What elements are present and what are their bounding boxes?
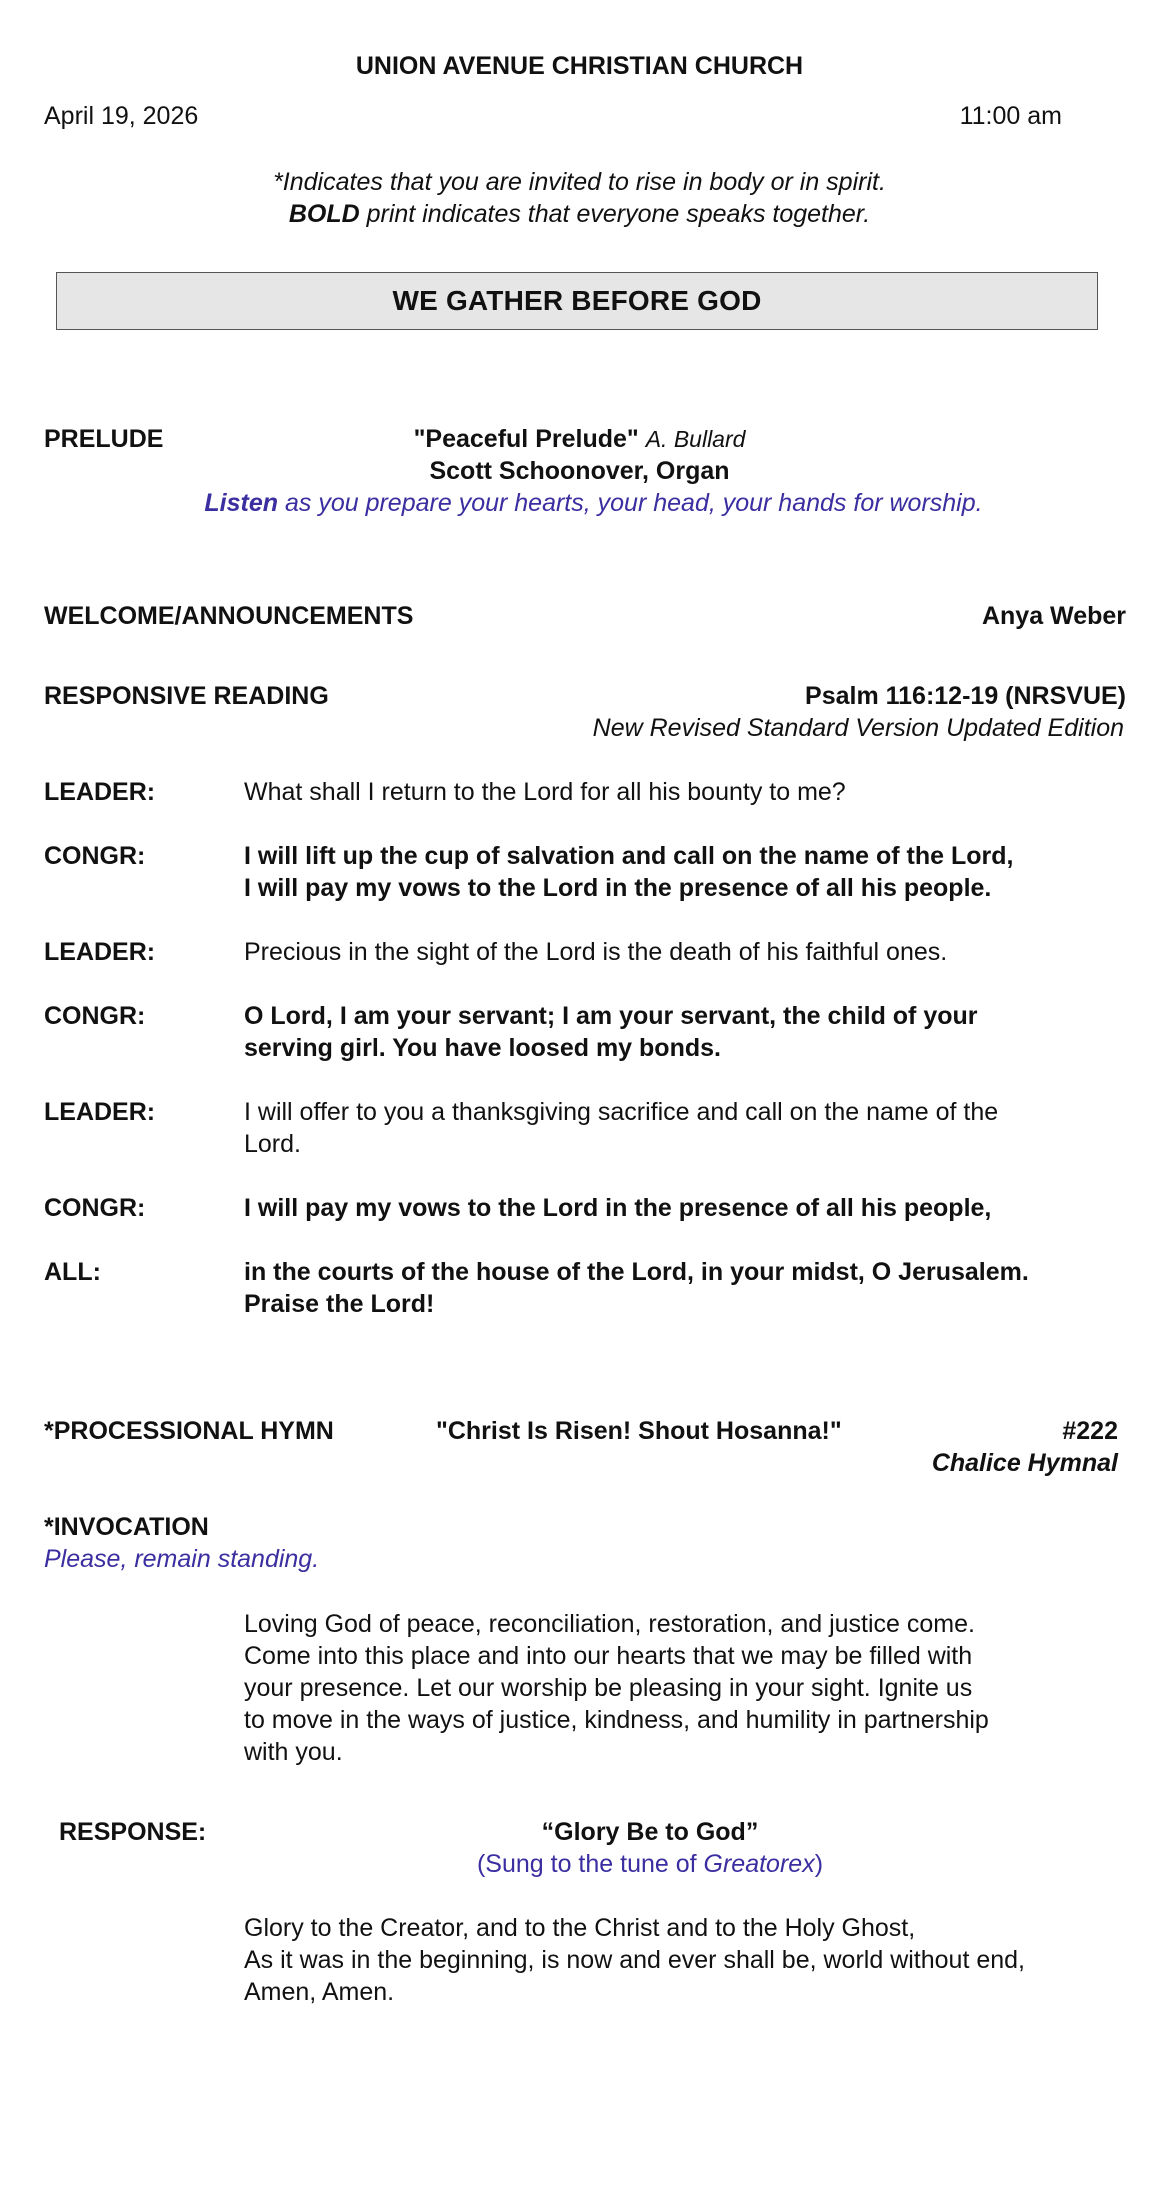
welcome-label: WELCOME/ANNOUNCEMENTS: [44, 602, 414, 630]
responsive-reading-label: RESPONSIVE READING: [44, 682, 329, 710]
prelude-label: PRELUDE: [44, 425, 164, 453]
note-line-2: [0, 198, 1159, 230]
prelude-title: "Peaceful Prelude": [413, 425, 639, 453]
prelude-performer: Scott Schoonover, Organ: [429, 457, 730, 485]
prayer-line: Come into this place and into our hearts that we may be filled with: [244, 1642, 973, 1670]
response-title: “Glory Be to God”: [541, 1818, 759, 1846]
prayer-line: your presence. Let our worship be pleasing in your sight. Ignite us: [244, 1674, 973, 1702]
prayer-line: with you.: [244, 1738, 343, 1766]
responsive-reading-version: New Revised Standard Version Updated Edition: [592, 714, 1124, 742]
reading-speaker: CONGR:: [44, 1002, 146, 1030]
reading-speaker: CONGR:: [44, 1194, 146, 1222]
response-label: RESPONSE:: [59, 1818, 207, 1846]
reading-speaker: ALL:: [44, 1258, 101, 1286]
reading-text: [244, 776, 846, 808]
prelude-instruction-rest: as you prepare your hearts, your head, your hands for worship.: [278, 489, 983, 517]
reading-text: [244, 1000, 978, 1064]
processional-title: "Christ Is Risen! Shout Hosanna!": [436, 1417, 842, 1445]
reading-text-line: in the courts of the house of the Lord, in your midst, O Jerusalem.: [244, 1258, 1029, 1286]
service-date: April 19, 2026: [44, 102, 199, 130]
response-tune-suffix: ): [814, 1850, 824, 1878]
note-line-2-rest: print indicates that everyone speaks together.: [359, 200, 871, 228]
reading-text-line: I will pay my vows to the Lord in the presence of all his people.: [244, 874, 992, 902]
responsive-reading-reference: Psalm 116:12-19 (NRSVUE): [805, 682, 1126, 710]
response-tune-prefix: (Sung to the tune of: [476, 1850, 704, 1878]
reading-text-line: What shall I return to the Lord for all his bounty to me?: [244, 778, 846, 806]
response-line: As it was in the beginning, is now and ever shall be, world without end,: [244, 1946, 1026, 1974]
response-line: Amen, Amen.: [244, 1978, 395, 2006]
processional-hymnal: Chalice Hymnal: [931, 1449, 1118, 1477]
invocation-label: *INVOCATION: [44, 1513, 209, 1541]
reading-text: [244, 1192, 991, 1224]
reading-speaker: LEADER:: [44, 938, 156, 966]
prayer-line: Loving God of peace, reconciliation, restoration, and justice come.: [244, 1610, 975, 1638]
response-text: [244, 1912, 1025, 2008]
reading-text-line: Precious in the sight of the Lord is the death of his faithful ones.: [244, 938, 948, 966]
reading-text: [244, 840, 1014, 904]
processional-number: #222: [1062, 1417, 1118, 1445]
reading-text: [244, 936, 947, 968]
prelude-instruction-lead: Listen: [204, 489, 279, 517]
invocation-instruction: Please, remain standing.: [44, 1545, 320, 1573]
note-bold-word: BOLD: [288, 200, 360, 228]
reading-text-line: I will pay my vows to the Lord in the presence of all his people,: [244, 1194, 992, 1222]
welcome-person: Anya Weber: [981, 602, 1126, 630]
reading-text-line: I will lift up the cup of salvation and call on the name of the Lord,: [244, 842, 1014, 870]
reading-speaker: LEADER:: [44, 778, 156, 806]
reading-text: [244, 1256, 1029, 1320]
reading-text-line: I will offer to you a thanksgiving sacrifice and call on the name of the: [244, 1098, 999, 1126]
processional-label: *PROCESSIONAL HYMN: [44, 1417, 334, 1445]
response-line: Glory to the Creator, and to the Christ and to the Holy Ghost,: [244, 1914, 916, 1942]
reading-speaker: CONGR:: [44, 842, 146, 870]
response-tune-name: Greatorex: [703, 1850, 815, 1878]
service-time: 11:00 am: [959, 102, 1062, 130]
prelude-title-line: [0, 423, 1159, 455]
reading-text: [244, 1096, 998, 1160]
prelude-instruction: [0, 487, 1159, 519]
reading-text-line: Lord.: [244, 1130, 301, 1158]
reading-text-line: Praise the Lord!: [244, 1290, 435, 1318]
response-tune: [300, 1848, 1000, 1880]
reading-text-line: serving girl. You have loosed my bonds.: [244, 1034, 721, 1062]
reading-text-line: O Lord, I am your servant; I am your servant, the child of your: [244, 1002, 978, 1030]
prelude-composer: A. Bullard: [645, 426, 746, 452]
prayer-line: to move in the ways of justice, kindness, and humility in partnership: [244, 1706, 989, 1734]
reading-speaker: LEADER:: [44, 1098, 156, 1126]
section-banner: WE GATHER BEFORE GOD: [56, 272, 1098, 330]
church-name: UNION AVENUE CHRISTIAN CHURCH: [355, 52, 804, 80]
note-line-1: *Indicates that you are invited to rise in body or in spirit.: [273, 168, 886, 196]
invocation-prayer: [244, 1608, 989, 1768]
